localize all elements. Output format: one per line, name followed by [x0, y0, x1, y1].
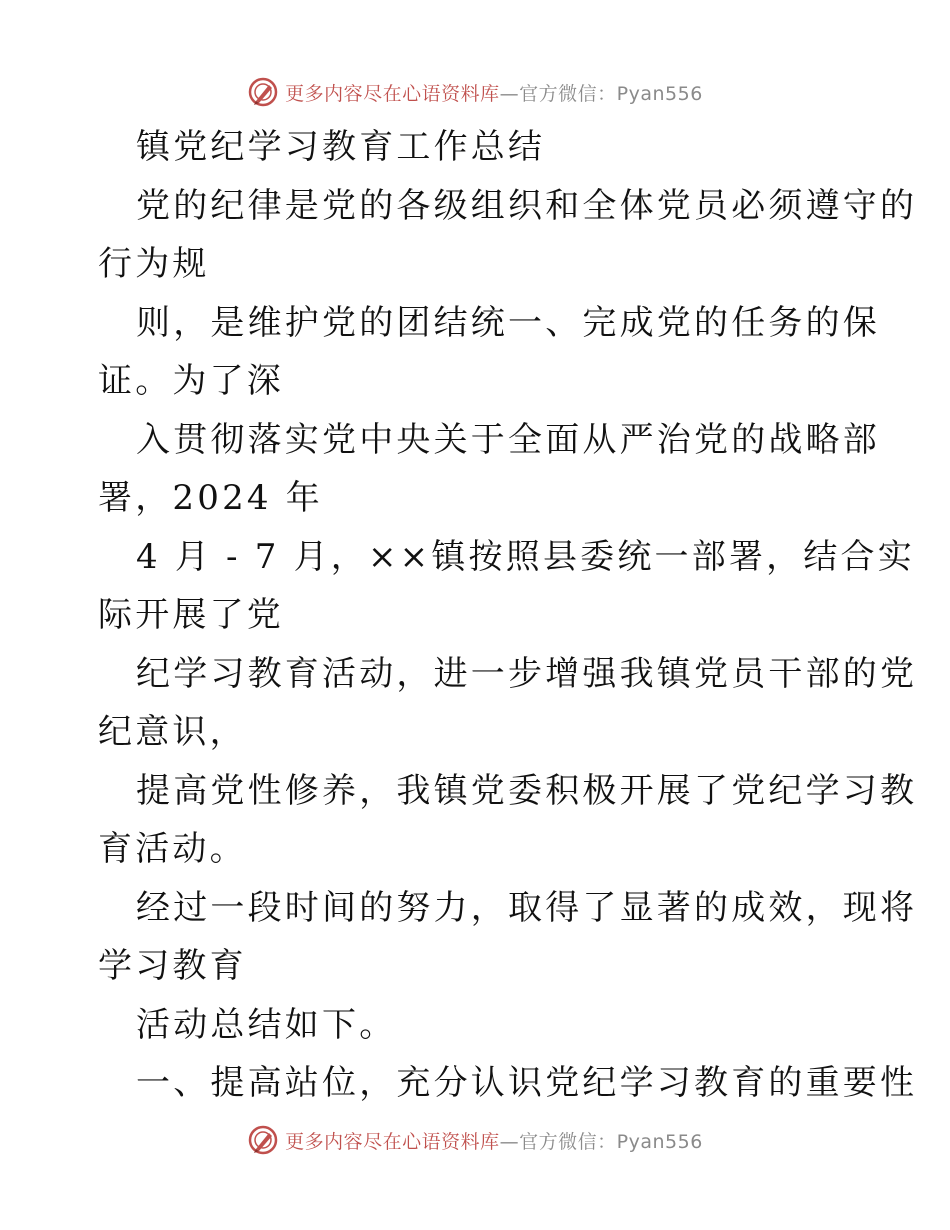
body-line: 纪意识，	[98, 712, 247, 752]
footer-banner-text	[285, 1127, 703, 1154]
body-line: 纪学习教育活动，进一步增强我镇党员干部的党	[136, 653, 918, 694]
banner-wechat-text: —官方微信：Pyan556	[499, 1130, 703, 1153]
body-line: 4 月 - 7 月，××镇按照县委统一部署，结合实	[136, 536, 915, 577]
footer-banner	[0, 1120, 950, 1160]
document-title: 镇党纪学习教育工作总结	[136, 127, 546, 167]
body-line: 则，是维护党的团结统一、完成党的任务的保	[136, 302, 880, 343]
body-line: 证。为了深	[98, 361, 284, 401]
banner-brand-text: 更多内容尽在心语资料库	[285, 82, 500, 105]
body-line: 活动总结如下。	[136, 1004, 397, 1045]
body-line: 际开展了党	[98, 595, 284, 635]
body-line: 行为规	[98, 244, 210, 284]
body-line: 提高党性修养，我镇党委积极开展了党纪学习教	[136, 770, 918, 811]
pen-logo-icon	[247, 76, 279, 108]
document-body	[98, 118, 918, 1113]
header-banner	[0, 72, 950, 112]
banner-brand-text: 更多内容尽在心语资料库	[285, 1130, 500, 1153]
body-line: 党的纪律是党的各级组织和全体党员必须遵守的	[136, 185, 918, 226]
header-banner-text	[285, 79, 703, 106]
body-line: 入贯彻落实党中央关于全面从严治党的战略部	[136, 419, 880, 460]
pen-logo-icon	[247, 1124, 279, 1156]
body-line: 经过一段时间的努力，取得了显著的成效，现将	[136, 887, 918, 928]
body-line: 学习教育	[98, 946, 247, 986]
body-line: 署，2024 年	[98, 478, 323, 518]
body-line: 育活动。	[98, 829, 247, 869]
section-heading: 一、提高站位，充分认识党纪学习教育的重要性	[136, 1063, 918, 1103]
banner-wechat-text: —官方微信：Pyan556	[499, 82, 703, 105]
